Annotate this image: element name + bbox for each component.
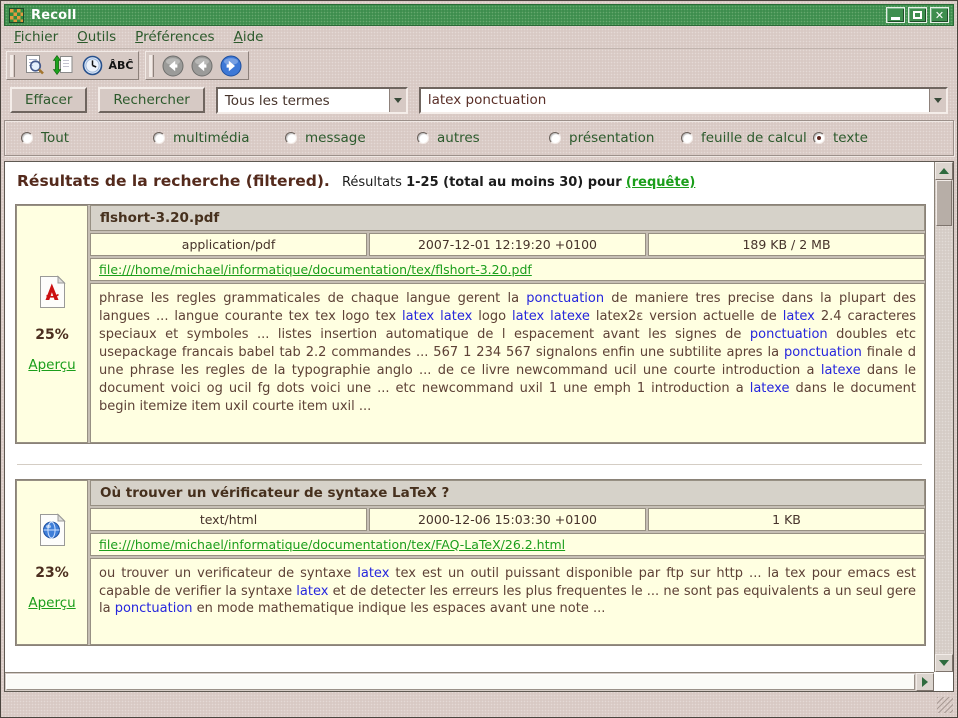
radio-icon[interactable] [21, 132, 33, 144]
result-size: 189 KB / 2 MB [648, 233, 925, 256]
result-entry-body [90, 205, 925, 443]
clear-button[interactable]: Effacer [10, 87, 87, 113]
result-mime-type: text/html [90, 508, 367, 531]
horizontal-scroll-thumb[interactable] [6, 674, 915, 690]
filter-radio-label: message [305, 130, 366, 146]
document-type-filter [4, 120, 954, 156]
results-count-prefix: Résultats [341, 175, 402, 190]
results-range: 1-25 (total au moins 30) pour [406, 175, 622, 190]
next-page-button[interactable] [218, 53, 244, 78]
relevance-percent: 23% [35, 565, 69, 582]
maximize-icon [913, 11, 922, 19]
vertical-scrollbar[interactable] [934, 162, 953, 672]
file-type-icon-slot [37, 275, 67, 313]
result-details-row [90, 508, 925, 531]
menu-item-fichier[interactable]: Fichier [14, 29, 59, 45]
filter-radio-label: présentation [569, 130, 655, 146]
menu-item-outils[interactable]: Outils [77, 29, 117, 45]
result-size: 1 KB [648, 508, 925, 531]
close-icon: ✕ [934, 8, 945, 22]
sort-documents-icon [52, 54, 75, 77]
result-entry [15, 204, 926, 444]
filter-radio-autres[interactable] [417, 130, 549, 146]
first-page-arrow-icon [161, 54, 185, 78]
scroll-up-button[interactable] [935, 162, 953, 180]
result-title: Où trouver un vérificateur de syntaxe LaTeX ? [90, 480, 925, 506]
vertical-scroll-thumb[interactable] [936, 180, 952, 226]
results-header [11, 168, 934, 202]
filter-radio-label: multimédia [173, 130, 250, 146]
search-mode-arrow[interactable] [389, 89, 406, 112]
term-explorer-icon: ÂBĈ [108, 59, 134, 72]
previous-page-arrow-icon [190, 54, 214, 78]
results-list [5, 162, 934, 672]
result-separator [17, 464, 922, 465]
resize-grip-icon[interactable] [937, 697, 953, 713]
recoll-app-icon [9, 8, 24, 23]
filter-radio-label: Tout [41, 130, 70, 146]
filter-radio-label: texte [833, 130, 868, 146]
menu-bar [4, 26, 954, 49]
result-url-row [90, 533, 925, 556]
window-title: Recoll [31, 7, 77, 23]
toolbar-handle[interactable] [149, 55, 154, 77]
first-page-button[interactable] [160, 53, 186, 78]
radio-icon[interactable] [153, 132, 165, 144]
file-type-icon-slot [37, 513, 67, 551]
filter-radio-présentation[interactable] [549, 130, 681, 146]
arrow-right-icon [922, 677, 933, 687]
result-entry [15, 479, 926, 647]
scroll-down-button[interactable] [935, 654, 953, 672]
filter-radio-tout[interactable] [21, 130, 153, 146]
chevron-down-icon [934, 98, 942, 107]
result-url-link[interactable]: file:///home/michael/informatique/documentation/tex/flshort-3.20.pdf [99, 262, 532, 277]
search-mode-select[interactable] [216, 87, 408, 114]
history-clock-icon [81, 54, 104, 77]
filter-radio-label: autres [437, 130, 480, 146]
results-panel [4, 161, 954, 692]
radio-icon[interactable] [813, 132, 825, 144]
result-date: 2007-12-01 12:19:20 +0100 [369, 233, 646, 256]
toolbar-group-navigation [145, 51, 249, 80]
search-query-arrow[interactable] [929, 89, 946, 112]
filter-radio-feuille-de-calcul[interactable] [681, 130, 813, 146]
preview-link[interactable]: Aperçu [28, 356, 76, 373]
pdf-file-icon [37, 275, 67, 309]
next-page-arrow-icon [219, 54, 243, 78]
maximize-button[interactable] [908, 7, 927, 23]
result-snippet: ou trouver un verificateur de syntaxe latex tex est un outil puissant disponible par ftp sur http ... la tex pour emacs est capable de verifier la syntaxe latex et de detecter les erreurs les plus frequentes le ... ne sont pas equivalents a un seul gere la ponctuation en mode mathematique indique les espaces avant une note ... [90, 558, 925, 646]
scroll-right-button[interactable] [916, 673, 934, 691]
search-row [4, 82, 954, 120]
minimize-icon [891, 17, 900, 20]
close-button[interactable] [930, 7, 949, 23]
search-button[interactable]: Rechercher [98, 87, 204, 113]
result-title: flshort-3.20.pdf [90, 205, 925, 231]
filter-radio-multimédia[interactable] [153, 130, 285, 146]
result-entry-body [90, 480, 925, 646]
arrow-up-icon [939, 163, 949, 174]
search-mode-value: Tous les termes [224, 92, 330, 109]
search-query-input[interactable] [421, 89, 929, 112]
radio-icon[interactable] [549, 132, 561, 144]
vertical-scroll-track[interactable] [935, 226, 953, 654]
menu-item-préférences[interactable]: Préférences [135, 29, 215, 45]
relevance-percent: 25% [35, 326, 69, 343]
result-date: 2000-12-06 15:03:30 +0100 [369, 508, 646, 531]
term-explorer-button[interactable] [108, 53, 134, 78]
sort-results-button[interactable] [50, 53, 76, 78]
chevron-down-icon [394, 98, 402, 107]
search-query-combo[interactable] [419, 87, 948, 114]
result-details-row [90, 233, 925, 256]
html-file-icon [37, 513, 67, 547]
radio-icon[interactable] [417, 132, 429, 144]
advanced-search-button[interactable] [21, 53, 47, 78]
minimize-button[interactable] [886, 7, 905, 23]
filter-radio-message[interactable] [285, 130, 417, 146]
history-button[interactable] [79, 53, 105, 78]
menu-item-aide[interactable]: Aide [233, 29, 264, 45]
toolbar [4, 49, 954, 82]
filter-radio-label: feuille de calcul [701, 130, 807, 146]
status-bar [4, 692, 954, 714]
result-url-row [90, 258, 925, 281]
radio-icon[interactable] [285, 132, 297, 144]
horizontal-scrollbar[interactable] [5, 672, 934, 691]
document-search-icon [23, 54, 46, 77]
query-link[interactable]: (requête) [625, 175, 696, 190]
arrow-down-icon [939, 660, 949, 671]
result-url-link[interactable]: file:///home/michael/informatique/documentation/tex/FAQ-LaTeX/26.2.html [99, 536, 566, 552]
filter-radio-texte[interactable] [813, 130, 868, 146]
preview-link[interactable]: Aperçu [28, 595, 76, 612]
result-mime-type: application/pdf [90, 233, 367, 256]
title-bar[interactable] [4, 4, 954, 26]
previous-page-button[interactable] [189, 53, 215, 78]
radio-icon[interactable] [681, 132, 693, 144]
results-title: Résultats de la recherche (filtered). [17, 172, 330, 190]
result-entry-sidebar [16, 205, 88, 443]
toolbar-group-tools [6, 51, 139, 80]
toolbar-handle[interactable] [10, 55, 15, 77]
result-entry-sidebar [16, 480, 88, 646]
result-snippet: phrase les regles grammaticales de chaque langue gerent la ponctuation de maniere tres precise dans la plupart des langues ... langue courante tex tex logo tex latex latex logo latex latexe latex2ε version actuelle de latex 2.4 caracteres speciaux et symboles ... listes insertion automatique de l espacement avant les signes de ponctuation doubles etc usepackage francais babel tab 2.2 commandes ... 567 1 234 567 signalons enfin une subtilite apres la ponctuation finale d une phrase les regles de la typographie anglo ... de ce livre newcommand ucil une courte introduction a latexe dans le document voici og ucil fg dots voici une ... etc newcommand uxil 1 une emph 1 introduction a latexe dans le document begin itemize item uxil courte item uxil ... [90, 283, 925, 443]
